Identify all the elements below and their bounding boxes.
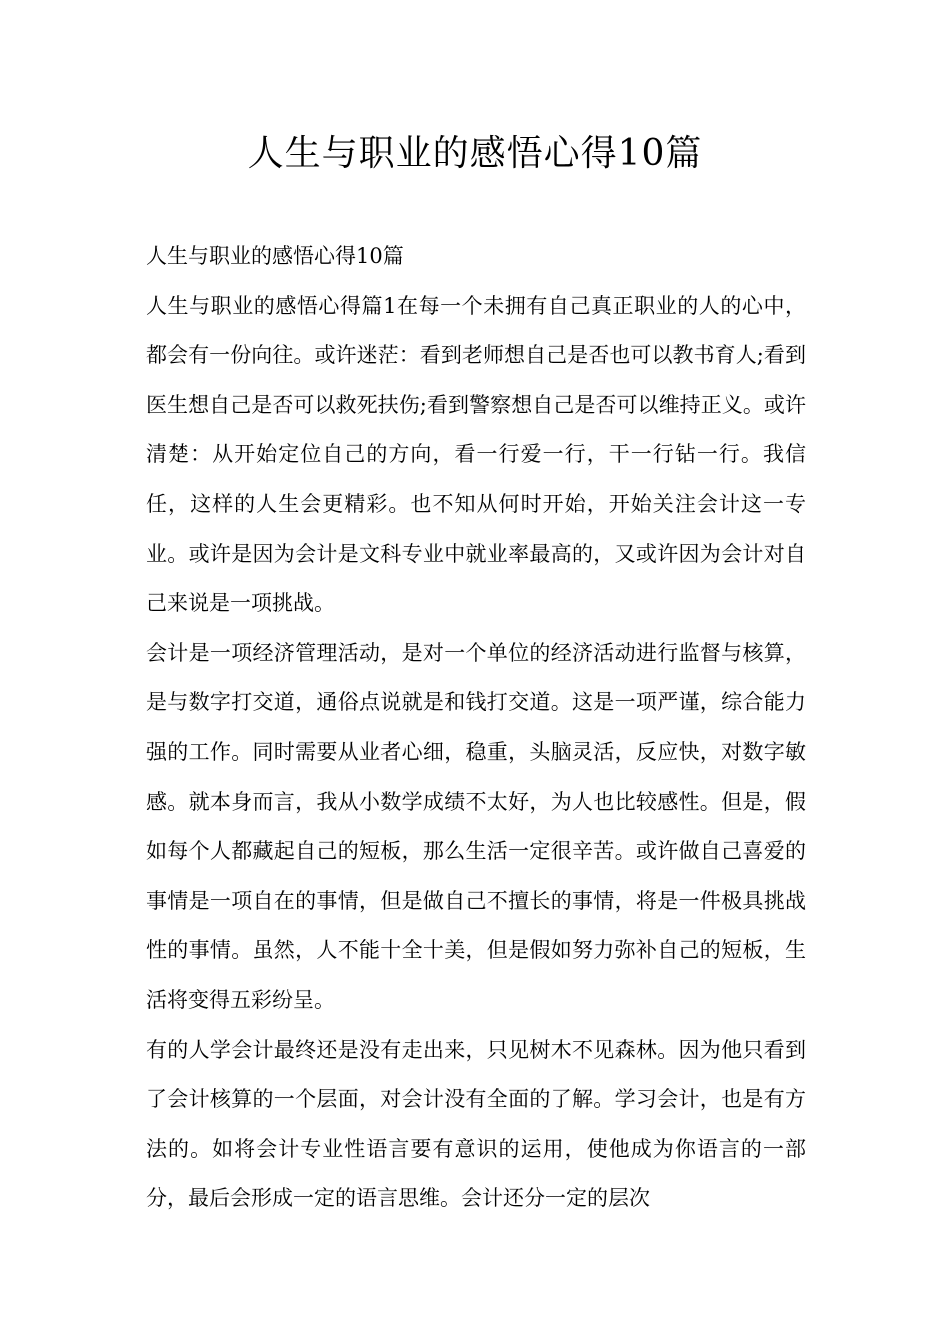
subtitle-paragraph: 人生与职业的感悟心得10篇: [146, 244, 404, 268]
body-paragraph-2: 会计是一项经济管理活动，是对一个单位的经济活动进行监督与核算，是与数字打交道，通俗点说就是和钱打交道。这是一项严谨，综合能力强的工作。同时需要从业者心细，稳重，头脑灵活，反应快，对数字敏感。就本身而言，我从小数学成绩不太好，为人也比较感性。但是，假如每个人都藏起自己的短板，那么生活一定很辛苦。或许做自己喜爱的事情是一项自在的事情，但是做自己不擅长的事情，将是一件极具挑战性的事情。虽然，人不能十全十美，但是假如努力弥补自己的短板，生活将变得五彩纷呈。: [146, 640, 806, 1012]
document-title: 人生与职业的感悟心得10篇: [247, 133, 703, 174]
body-paragraph-3: 有的人学会计最终还是没有走出来，只见树木不见森林。因为他只看到了会计核算的一个层面，对会计没有全面的了解。学习会计，也是有方法的。如将会计专业性语言要有意识的运用，使他成为你语言的一部分，最后会形成一定的语言思维。会计还分一定的层次: [146, 1037, 806, 1211]
body-paragraph-1: 人生与职业的感悟心得篇1在每一个未拥有自己真正职业的人的心中，都会有一份向往。或许迷茫：看到老师想自己是否也可以教书育人;看到医生想自己是否可以救死扶伤;看到警察想自己是否可以维持正义。或许清楚：从开始定位自己的方向，看一行爱一行，干一行钻一行。我信任，这样的人生会更精彩。也不知从何时开始，开始关注会计这一专业。或许是因为会计是文科专业中就业率最高的，又或许因为会计对自己来说是一项挑战。: [146, 293, 806, 616]
document-body: [146, 232, 806, 1224]
